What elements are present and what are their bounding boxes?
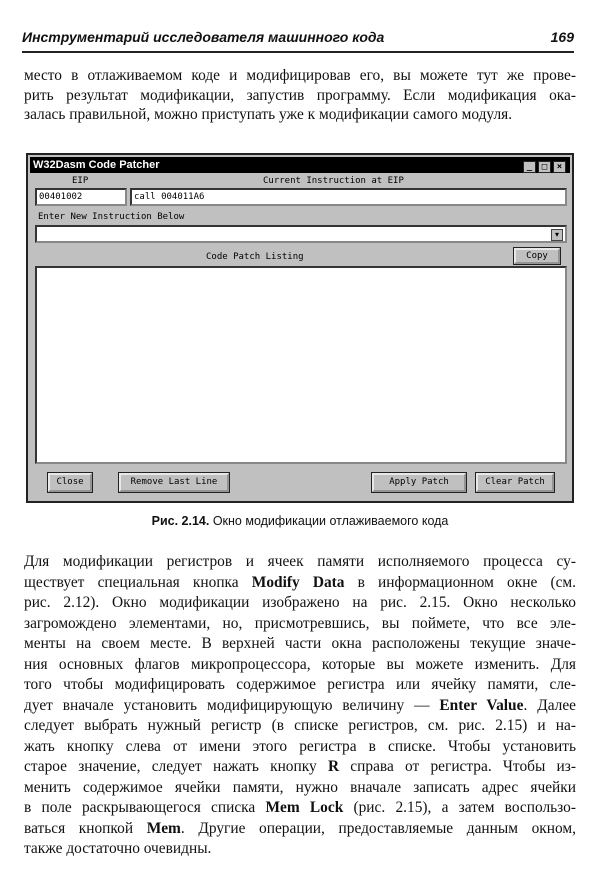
close-button[interactable]: Close xyxy=(48,473,92,492)
text-line: загромождено элементами, но, присмотревшись, вы поймете, что все эле- xyxy=(24,614,576,632)
window-titlebar xyxy=(30,157,570,173)
text-line: ния основных флагов микропроцессора, которые вы можете изменить. Для xyxy=(24,655,576,673)
text-line: ваться кнопкой Mem. Другие операции, предоставляемые данным окном, xyxy=(24,819,576,837)
bold-term: Enter Value xyxy=(439,696,524,714)
listing-label: Code Patch Listing xyxy=(206,252,304,262)
caption-text: Окно модификации отлаживаемого кода xyxy=(212,514,449,528)
window-title: W32Dasm Code Patcher xyxy=(33,159,160,171)
figure-caption xyxy=(0,514,600,528)
eip-label: EIP xyxy=(72,176,89,186)
close-icon[interactable]: × xyxy=(553,161,566,173)
current-instruction-label: Current Instruction at EIP xyxy=(263,176,404,186)
text-line: старое значение, следует нажать кнопку R справа от регистра. Чтобы из- xyxy=(24,758,576,775)
code-patch-listing[interactable] xyxy=(35,266,567,464)
body-paragraph xyxy=(24,552,576,860)
enter-instruction-label: Enter New Instruction Below xyxy=(38,212,185,222)
text-line: рис. 2.12). Окно модификации изображено на рис. 2.15. Окно несколько xyxy=(24,594,576,611)
remove-last-line-button[interactable]: Remove Last Line xyxy=(119,473,229,492)
running-header xyxy=(22,27,574,53)
code-patcher-window xyxy=(26,153,574,503)
text-line: в поле раскрывающегося списка Mem Lock (рис. 2.15), а затем воспользо- xyxy=(24,799,576,816)
text-line: того чтобы модифицировать содержимое регистра или ячейку памяти, сле- xyxy=(24,676,576,693)
text-line: залась правильной, можно приступать уже к модификации самого модуля. xyxy=(24,106,513,123)
text-line: ществует специальная кнопка Modify Data в информационном окне (см. xyxy=(24,573,576,591)
page-number: 169 xyxy=(550,29,574,45)
bold-term: Mem Lock xyxy=(265,799,344,816)
apply-patch-button[interactable]: Apply Patch xyxy=(372,473,466,492)
header-title: Инструментарий исследователя машинного кода xyxy=(22,29,385,45)
text-line: менты на своем месте. В верхней части окна расположены текущие значе- xyxy=(24,635,576,652)
new-instruction-input[interactable] xyxy=(35,225,567,243)
caption-label: Рис. 2.14. xyxy=(151,514,210,528)
copy-button[interactable]: Copy xyxy=(514,248,560,264)
text-line: Для модификации регистров и ячеек памяти исполняемого процесса су- xyxy=(24,553,576,570)
clear-patch-button[interactable]: Clear Patch xyxy=(476,473,554,492)
text-line: жать кнопку слева от имени этого регистра в списке. Чтобы установить xyxy=(24,737,576,755)
eip-field[interactable]: 00401002 xyxy=(35,188,127,206)
bold-term: R xyxy=(327,758,340,775)
text-line: место в отлаживаемом коде и модифицировав его, вы можете тут же прове- xyxy=(24,67,576,84)
text-line: менить содержимое ячейки памяти, нужно вначале записать адрес ячейки xyxy=(24,778,576,796)
current-instruction-field[interactable]: call 004011A6 xyxy=(130,188,567,206)
maximize-icon[interactable]: □ xyxy=(538,161,551,173)
text-line: следует выбрать нужный регистр (в списке регистров, см. рис. 2.15) и на- xyxy=(24,717,576,734)
intro-paragraph xyxy=(24,66,576,125)
minimize-icon[interactable]: _ xyxy=(523,161,536,173)
text-line: также достаточно очевидны. xyxy=(24,840,212,857)
dropdown-arrow-icon[interactable]: ▾ xyxy=(551,229,563,241)
text-line: дует вначале установить модифицирующую величину — Enter Value. Далее xyxy=(24,696,576,714)
bold-term: Mem xyxy=(146,819,181,837)
bold-term: Modify Data xyxy=(251,573,345,591)
text-line: рить результат модификации, запустив программу. Если модификация ока- xyxy=(24,86,576,104)
